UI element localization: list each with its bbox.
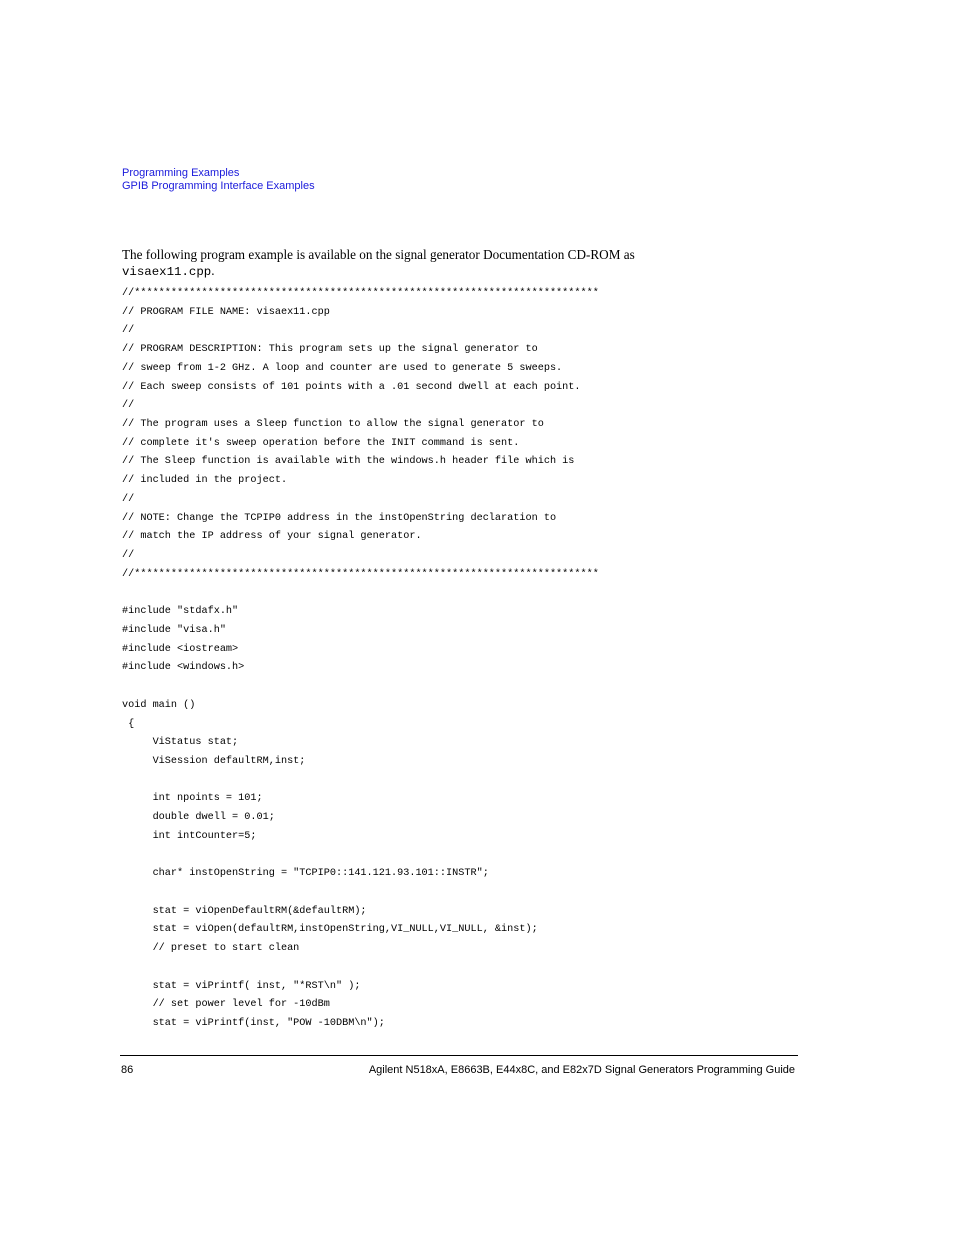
code-line: stat = viPrintf( inst, "*RST\n" ); — [122, 980, 361, 992]
code-line: #include "visa.h" — [122, 624, 226, 636]
code-line: #include <iostream> — [122, 643, 239, 655]
intro-suffix: . — [211, 263, 215, 278]
code-line: // Each sweep consists of 101 points with a .01 second dwell at each point. — [122, 381, 581, 393]
code-line: // set power level for -10dBm — [122, 999, 330, 1011]
code-line: // included in the project. — [122, 475, 288, 487]
code-line: int npoints = 101; — [122, 793, 263, 805]
footer-document-title: Agilent N518xA, E8663B, E44x8C, and E82x7D Signal Generators Programming Guide — [368, 1064, 795, 1076]
code-line: // preset to start clean — [122, 943, 300, 955]
code-line — [122, 585, 782, 604]
code-line — [122, 959, 782, 978]
code-line: #include <windows.h> — [122, 662, 245, 674]
code-line: char* instOpenString = "TCPIP0::141.121.93.101::INSTR"; — [122, 868, 489, 880]
intro-paragraph — [122, 247, 754, 280]
footer-divider — [120, 1055, 798, 1056]
code-line: //**************************************************************************** — [122, 288, 599, 299]
code-line — [122, 678, 782, 697]
code-line: ViSession defaultRM,inst; — [122, 755, 306, 767]
code-line: stat = viPrintf(inst, "POW -10DBM\n"); — [122, 1018, 385, 1030]
intro-text: The following program example is available on the signal generator Documentation CD-ROM as — [122, 247, 635, 262]
code-line: // match the IP address of your signal generator. — [122, 531, 422, 543]
code-line: // — [122, 400, 135, 412]
breadcrumb-link-gpib-interface-examples[interactable]: GPIB Programming Interface Examples — [122, 179, 315, 192]
code-line: ViStatus stat; — [122, 737, 239, 749]
code-line: // NOTE: Change the TCPIP0 address in the instOpenString declaration to — [122, 512, 557, 524]
code-line: { — [122, 718, 135, 730]
breadcrumb-link-programming-examples[interactable]: Programming Examples — [122, 167, 240, 179]
page-number: 86 — [121, 1064, 134, 1076]
code-line: // complete it's sweep operation before the INIT command is sent. — [122, 437, 520, 449]
code-line: // — [122, 550, 135, 562]
code-line — [122, 847, 782, 866]
code-line: stat = viOpen(defaultRM,instOpenString,VI_NULL,VI_NULL, &inst); — [122, 924, 538, 936]
intro-filename: visaex11.cpp — [122, 265, 212, 279]
code-line: // PROGRAM FILE NAME: visaex11.cpp — [122, 306, 330, 318]
code-line: // — [122, 493, 135, 505]
code-line: // — [122, 325, 135, 337]
code-line: double dwell = 0.01; — [122, 812, 275, 824]
code-line: #include "stdafx.h" — [122, 606, 239, 618]
code-line: // The Sleep function is available with the windows.h header file which is — [122, 456, 575, 468]
code-line — [122, 884, 782, 903]
code-line: stat = viOpenDefaultRM(&defaultRM); — [122, 905, 367, 917]
code-line: // sweep from 1-2 GHz. A loop and counter are used to generate 5 sweeps. — [122, 362, 563, 374]
breadcrumb — [122, 167, 315, 192]
code-line: // The program uses a Sleep function to allow the signal generator to — [122, 419, 544, 431]
code-line: void main () — [122, 699, 196, 711]
code-listing — [122, 285, 782, 1034]
code-line: int intCounter=5; — [122, 830, 257, 842]
code-line: // PROGRAM DESCRIPTION: This program sets up the signal generator to — [122, 344, 538, 356]
code-line: //**************************************************************************** — [122, 568, 599, 580]
code-line — [122, 772, 782, 791]
